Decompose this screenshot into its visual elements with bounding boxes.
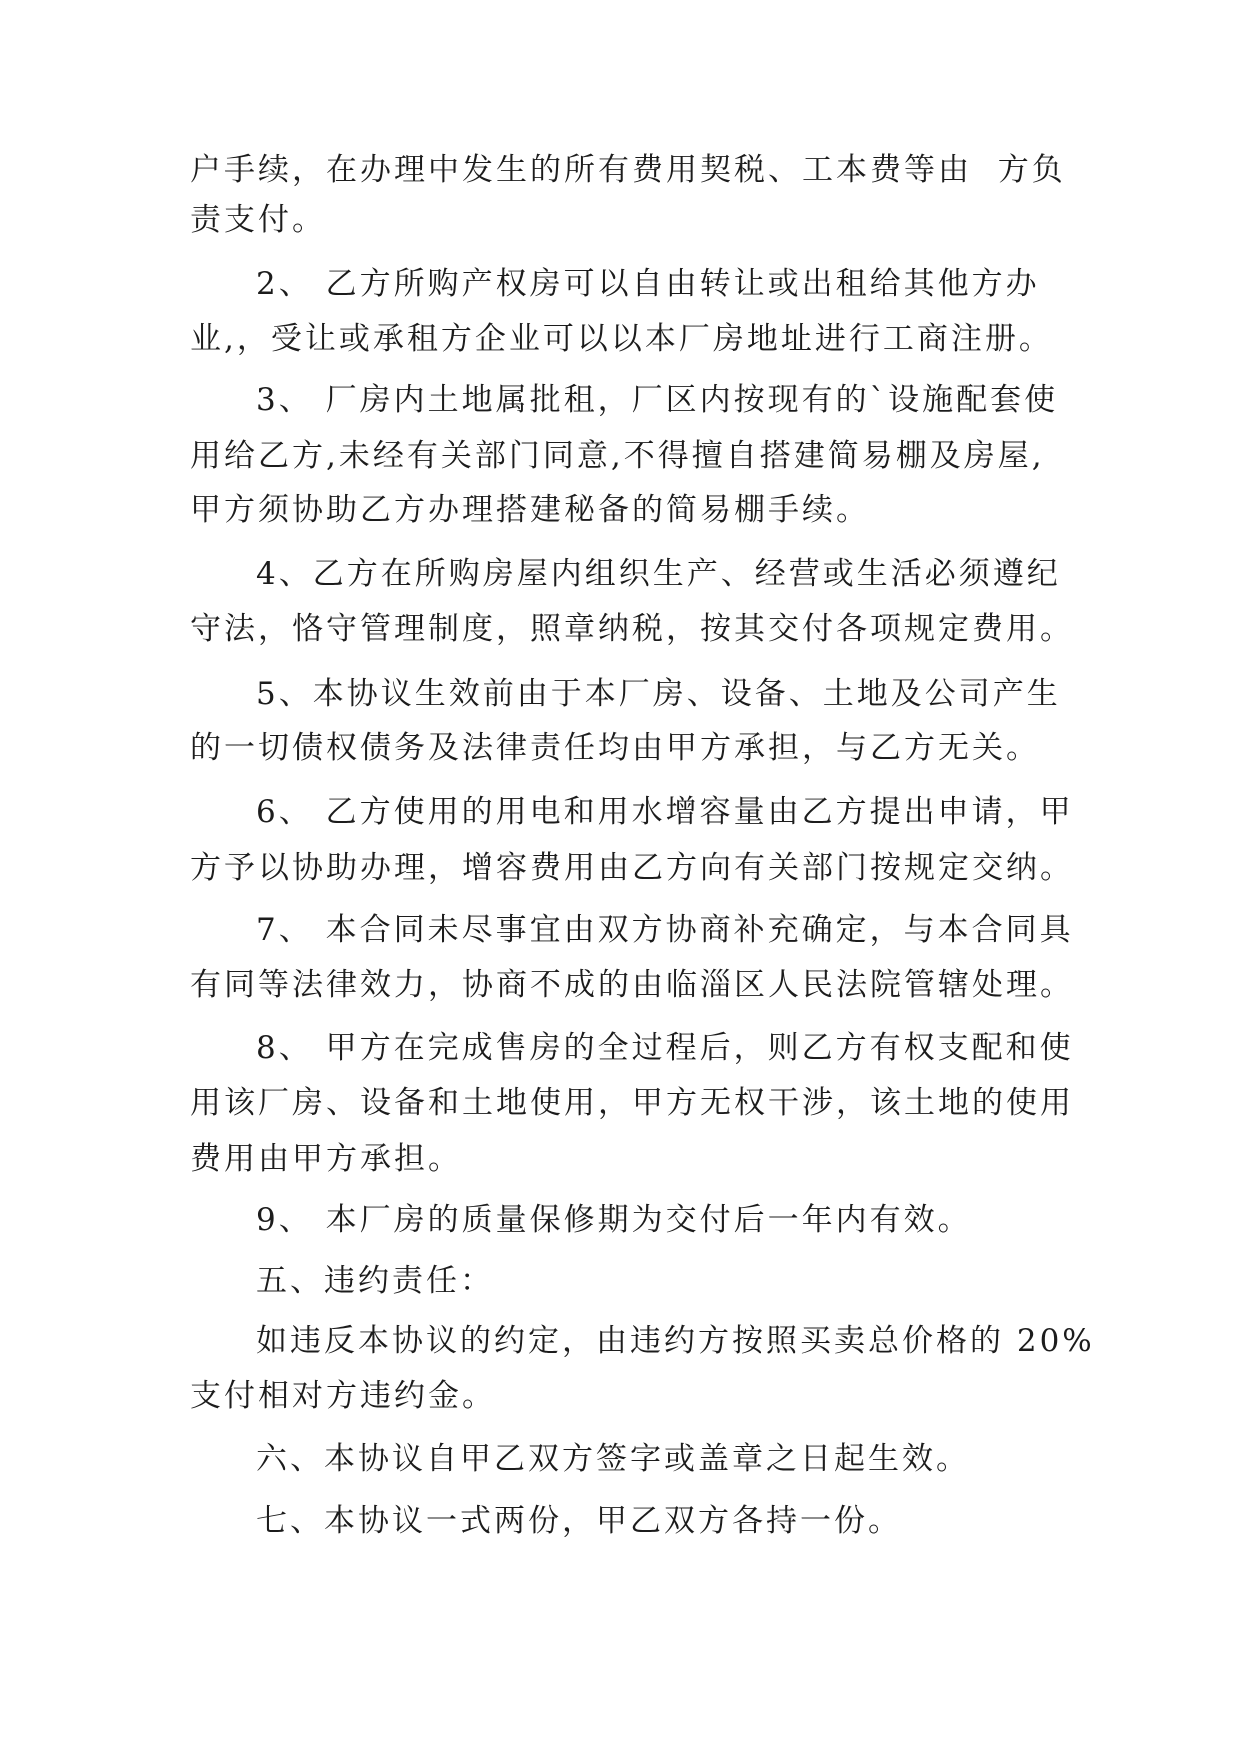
text-line: 责支付。	[190, 202, 326, 238]
text-line: 4、乙方在所购房屋内组织生产、经营或生活必须遵纪	[256, 556, 1061, 592]
text-line: 业,，受让或承租方企业可以以本厂房地址进行工商注册。	[190, 321, 1053, 357]
text-line: 用该厂房、设备和土地使用，甲方无权干涉，该土地的使用	[190, 1085, 1074, 1121]
text-line: 7、 本合同未尽事宜由双方协商补充确定，与本合同具	[256, 912, 1074, 948]
text-line: 3、 厂房内土地属批租，厂区内按现有的`设施配套使	[256, 382, 1059, 418]
text-line: 户手续，在办理中发生的所有费用契税、工本费等由 方负	[190, 152, 1066, 188]
text-line: 2、 乙方所购产权房可以自由转让或出租给其他方办	[256, 266, 1040, 302]
text-line: 用给乙方,未经有关部门同意,不得擅自搭建简易棚及房屋,	[190, 438, 1045, 474]
text-line: 5、本协议生效前由于本厂房、设备、土地及公司产生	[256, 676, 1061, 712]
text-line: 五、违约责任：	[256, 1263, 494, 1299]
text-line: 七、本协议一式两份，甲乙双方各持一份。	[256, 1503, 902, 1539]
text-line: 8、 甲方在完成售房的全过程后，则乙方有权支配和使	[256, 1030, 1074, 1066]
text-line: 支付相对方违约金。	[190, 1378, 496, 1414]
text-line: 6、 乙方使用的用电和用水增容量由乙方提出申请，甲	[256, 794, 1074, 830]
text-line: 六、本协议自甲乙双方签字或盖章之日起生效。	[256, 1441, 970, 1477]
text-line: 方予以协助办理，增容费用由乙方向有关部门按规定交纳。	[190, 850, 1074, 886]
text-line: 甲方须协助乙方办理搭建秘备的简易棚手续。	[190, 492, 870, 528]
text-line: 如违反本协议的约定，由违约方按照买卖总价格的 20%	[256, 1323, 1095, 1359]
text-line: 9、 本厂房的质量保修期为交付后一年内有效。	[256, 1202, 972, 1238]
text-line: 守法，恪守管理制度，照章纳税，按其交付各项规定费用。	[190, 611, 1074, 647]
text-line: 费用由甲方承担。	[190, 1141, 462, 1177]
text-line: 的一切债权债务及法律责任均由甲方承担，与乙方无关。	[190, 730, 1040, 766]
text-line: 有同等法律效力，协商不成的由临淄区人民法院管辖处理。	[190, 967, 1074, 1003]
